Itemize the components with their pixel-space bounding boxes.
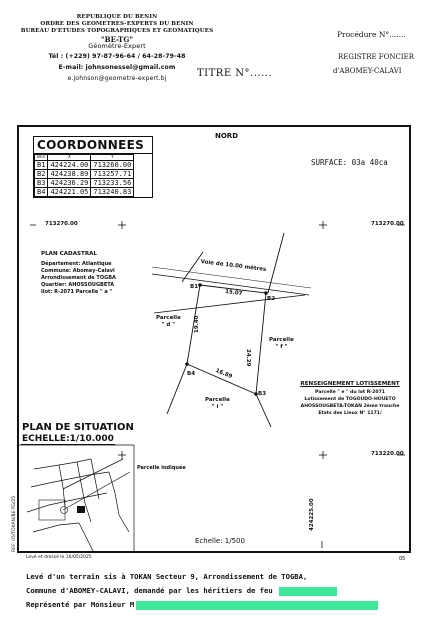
table-header: Y: [91, 155, 134, 161]
registre-foncier: REGISTRE FONCIER: [338, 53, 415, 61]
grid-label-right-top: 713270.00: [371, 221, 404, 227]
table-cell: 713257.71: [91, 170, 134, 179]
coordinates-block: [33, 136, 153, 198]
letterhead-line: ORDRE DES GEOMETRES-EXPERTS DU BENIN: [40, 21, 194, 27]
titre-number: TITRE N°......: [197, 68, 273, 79]
point-b3-label: B3: [258, 391, 267, 397]
table-header: Bns: [35, 155, 48, 161]
table-cell: B1: [35, 161, 48, 170]
letterhead-line: REPUBLIQUE DU BENIN: [76, 14, 158, 20]
parcel-i-id: " i ": [211, 404, 224, 410]
situation-title: PLAN DE SITUATION: [22, 422, 134, 433]
company-acronym: "BE-TG": [100, 35, 134, 44]
lotissement-line: Etats des Lieux N° 1171/: [318, 411, 382, 416]
letterhead-line: Géomètre-Expert: [88, 42, 146, 50]
parcel-d-word: Parcelle: [156, 315, 181, 321]
distance-left: 19.40: [194, 315, 200, 333]
table-row: [35, 170, 134, 179]
point-b4-label: B4: [187, 371, 196, 377]
parcel-f-label: [269, 337, 294, 351]
parcel-i-word: Parcelle: [205, 397, 230, 403]
redaction-mark: [279, 587, 337, 596]
table-cell: 424236.29: [48, 179, 91, 188]
distance-right: 24.29: [245, 349, 251, 367]
parcel-f-id: " f ": [275, 344, 288, 350]
table-cell: 713240.83: [91, 188, 134, 197]
lotissement-line: Parcelle " e " du lot R-2071: [315, 390, 385, 395]
table-row: [35, 188, 134, 197]
footer-line: [26, 598, 378, 612]
parcel-d-label: [156, 315, 181, 329]
footer-line-text: Représenté par Monsieur M: [26, 600, 135, 609]
road-label: Voie de 10.00 mètres: [200, 259, 267, 273]
cadastral-title: PLAN CADASTRAL: [41, 251, 98, 257]
cadastral-block: [41, 251, 116, 296]
parcel-i-label: [205, 397, 230, 411]
scale-label: Echelle: 1/500: [195, 537, 245, 545]
table-cell: 424224.00: [48, 161, 91, 170]
footer-line-text: Levé d'un terrain sis à TOKAN Secteur 9, Arrondissement de TOGBA,: [26, 572, 308, 581]
email-line: e.johnson@geometre-expert.bj: [67, 75, 167, 82]
distance-bottom: 16.89: [214, 367, 233, 381]
table-cell: B4: [35, 188, 48, 197]
phone-line: Tél : (+229) 97-87-96-64 / 64-28-79-48: [48, 53, 186, 60]
situation-parcel-label: Parcelle indiquée: [137, 465, 186, 471]
table-cell: 713233.56: [91, 179, 134, 188]
point-b1-label: B1: [190, 284, 199, 290]
table-cell: 424238.89: [48, 170, 91, 179]
page-number: 05: [399, 556, 406, 562]
reference-vertical: REF: 05/TOKAN/BE-TG/25: [12, 495, 17, 552]
surface-label: SURFACE: 03a 40ca: [311, 158, 388, 167]
coordinates-table: [34, 154, 134, 197]
table-row: [35, 161, 134, 170]
table-cell: B3: [35, 179, 48, 188]
table-cell: 713260.00: [91, 161, 134, 170]
survey-date: Levé et dressé le 16/05/2025: [26, 555, 92, 560]
cadastral-line: Commune: Abomey-Calavi: [41, 268, 115, 274]
parcel-d-id: " d ": [161, 322, 176, 328]
point-b2-label: B2: [267, 296, 276, 302]
footer-line-text: Commune d'ABOMEY-CALAVI, demandé par les héritiers de feu: [26, 586, 273, 595]
situation-parcel-marker: [77, 506, 85, 513]
parcel-f-word: Parcelle: [269, 337, 294, 343]
plan-frame: [17, 125, 411, 553]
footer-line: [26, 584, 378, 598]
grid-label-bottom-vertical: 424225.00: [309, 498, 315, 531]
procedure-number: Procédure N°.......: [337, 30, 406, 39]
table-header: X: [48, 155, 91, 161]
registre-place: d'ABOMEY-CALAVI: [333, 67, 402, 75]
redaction-mark: [136, 601, 378, 610]
letterhead-line: BUREAU D'ETUDES TOPOGRAPHIQUES ET GEOMATIQUES: [20, 28, 214, 34]
lotissement-block: [293, 381, 407, 417]
cadastral-line: Ilot: R-2071 Parcelle " a ": [41, 289, 113, 295]
table-row: [35, 179, 134, 188]
grid-label-right-bottom: 713220.00: [371, 451, 404, 457]
lotissement-title: RENSEIGNEMENT LOTISSEMENT: [300, 381, 400, 387]
footer-description: [26, 570, 378, 612]
coordinates-title: COORDONNEES: [34, 137, 152, 154]
cadastral-line: Département: Atlantique: [41, 261, 112, 267]
lotissement-line: Lotissement de TOGOUDO-HOUETO: [304, 397, 396, 402]
cadastral-line: Quartier: AHOSSOUGBETA: [41, 282, 115, 288]
lotissement-line: AHOSSOUGBETA-TOKAN 2ème tranche: [300, 404, 400, 409]
footer-line: [26, 570, 378, 584]
distance-top: 15.07: [224, 288, 243, 298]
situation-scale: ECHELLE:1/10.000: [22, 434, 114, 444]
table-cell: 424221.05: [48, 188, 91, 197]
grid-label-left-top: 713270.00: [45, 221, 78, 227]
table-cell: B2: [35, 170, 48, 179]
cadastral-line: Arrondissement de TOGBA: [41, 275, 116, 281]
north-label: NORD: [215, 132, 239, 140]
email-line: E-mail: johnsonessel@gmail.com: [58, 64, 176, 71]
